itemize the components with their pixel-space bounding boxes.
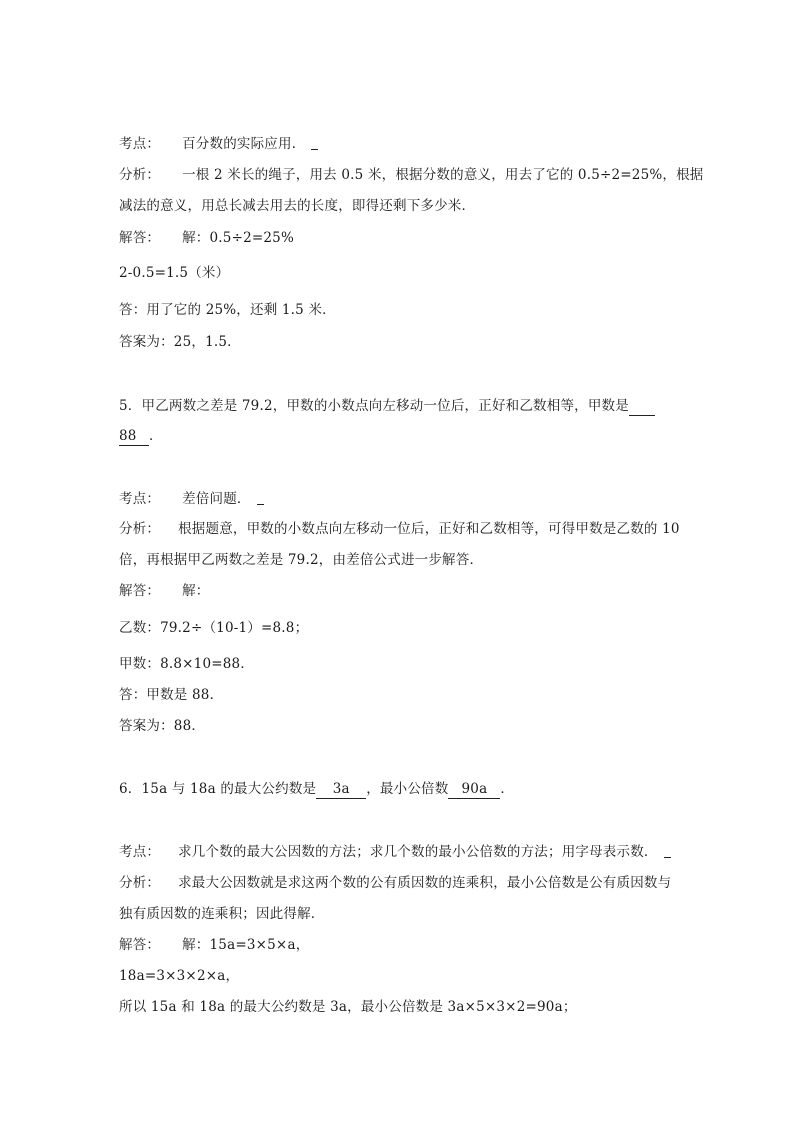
calc-row xyxy=(119,998,577,1016)
jieda-label: 解答： xyxy=(119,583,161,599)
fenxi-text: 求最大公因数就是求这两个数的公有质因数的连乘积，最小公倍数是公有质因数与 xyxy=(178,875,672,891)
question-suffix: ． xyxy=(500,781,515,797)
calc-text: 甲数：8.8×10=88． xyxy=(119,656,255,672)
jieda-text: 解： xyxy=(182,583,210,599)
fenxi-row-cont xyxy=(119,551,483,569)
kaodian-text: 求几个数的最大公因数的方法；求几个数的最小公倍数的方法；用字母表示数． xyxy=(178,844,658,860)
fenxi-row-cont xyxy=(119,197,475,215)
fenxi-text: 倍，再根据甲乙两数之差是 79.2，由差倍公式进一步解答． xyxy=(119,552,484,568)
kaodian-text: 差倍问题． xyxy=(182,491,251,507)
answer-blank-lead xyxy=(629,397,655,416)
calc-text: 乙数：79.2÷（10-1）=8.8； xyxy=(119,620,309,636)
answer-text: 答：甲数是 88． xyxy=(119,687,224,703)
question-5-cont xyxy=(119,427,163,446)
end-marker-icon xyxy=(664,847,671,858)
kaodian-text: 百分数的实际应用． xyxy=(182,136,306,152)
fenxi-row xyxy=(119,520,680,538)
answer-text: 答：用了它的 25%，还剩 1.5 米． xyxy=(119,302,336,318)
kaodian-row xyxy=(119,843,671,861)
calc-row xyxy=(119,619,308,637)
question-mid: ，最小公倍数 xyxy=(366,781,449,797)
calc-row xyxy=(119,264,229,282)
question-text: 6．15a 与 18a 的最大公约数是 xyxy=(119,781,317,797)
final-answer-row xyxy=(119,717,205,735)
answer-blank-lcm: 90a xyxy=(448,780,500,799)
jieda-text: 解：15a=3×5×a， xyxy=(182,937,310,953)
kaodian-label: 考点： xyxy=(119,844,161,860)
answer-row xyxy=(119,301,336,319)
question-suffix: ． xyxy=(149,428,163,444)
question-text: 5．甲乙两数之差是 79.2，甲数的小数点向左移动一位后，正好和乙数相等，甲数是 xyxy=(119,398,629,414)
fenxi-text: 一根 2 米长的绳子，用去 0.5 米，根据分数的意义，用去了它的 0.5÷2=25%，根据 xyxy=(182,167,704,183)
question-5 xyxy=(119,397,655,416)
fenxi-row xyxy=(119,874,671,892)
kaodian-row xyxy=(119,490,264,508)
calc-row xyxy=(119,655,254,673)
question-6 xyxy=(119,780,514,799)
kaodian-label: 考点： xyxy=(119,136,161,152)
fenxi-text: 根据题意，甲数的小数点向左移动一位后，正好和乙数相等，可得甲数是乙数的 10 xyxy=(178,521,680,537)
fenxi-text: 独有质因数的连乘积；因此得解． xyxy=(119,906,325,922)
answer-blank-gcd: 3a xyxy=(316,780,366,799)
kaodian-row xyxy=(119,135,318,153)
final-answer-text: 答案为：25，1.5． xyxy=(119,334,241,350)
answer-row xyxy=(119,686,223,704)
final-answer-text: 答案为：88． xyxy=(119,718,206,734)
jieda-row xyxy=(119,229,294,247)
fenxi-label: 分析： xyxy=(119,521,161,537)
fenxi-label: 分析： xyxy=(119,167,161,183)
calc-text: 18a=3×3×2×a， xyxy=(119,968,240,984)
jieda-row xyxy=(119,936,309,954)
jieda-label: 解答： xyxy=(119,230,161,246)
jieda-row xyxy=(119,582,210,600)
jieda-text: 解：0.5÷2=25% xyxy=(182,230,294,246)
fenxi-row xyxy=(119,166,704,184)
end-marker-icon xyxy=(311,139,318,150)
end-marker-icon xyxy=(257,494,264,505)
final-answer-row xyxy=(119,333,241,351)
fenxi-label: 分析： xyxy=(119,875,161,891)
kaodian-label: 考点： xyxy=(119,491,161,507)
calc-text: 所以 15a 和 18a 的最大公约数是 3a，最小公倍数是 3a×5×3×2=90a； xyxy=(119,999,577,1015)
calc-text: 2-0.5=1.5（米） xyxy=(119,265,230,281)
answer-blank: 88 xyxy=(119,427,149,446)
fenxi-text: 减法的意义，用总长减去用去的长度，即得还剩下多少米． xyxy=(119,198,476,214)
jieda-label: 解答： xyxy=(119,937,161,953)
fenxi-row-cont xyxy=(119,905,325,923)
calc-row xyxy=(119,967,239,985)
